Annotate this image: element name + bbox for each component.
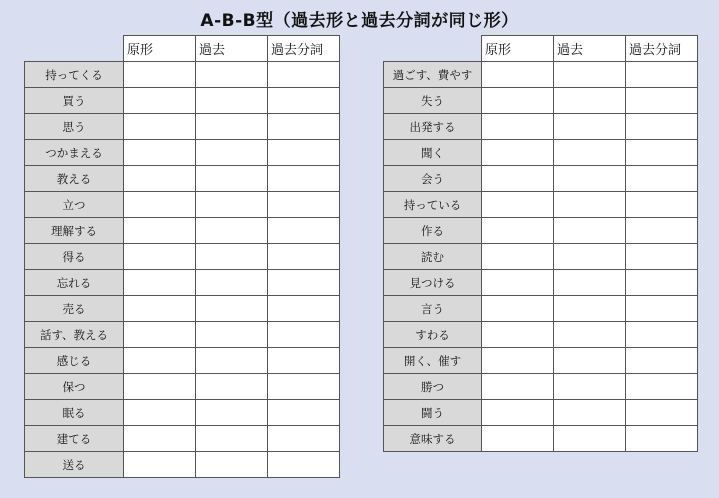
answer-past-cell[interactable] (196, 452, 268, 478)
answer-past-cell[interactable] (554, 426, 626, 452)
verb-row (384, 62, 698, 88)
answer-base-form-cell[interactable] (482, 114, 554, 140)
verb-row (25, 88, 340, 114)
verb-meaning-cell: 理解する (25, 218, 124, 244)
answer-base-form-cell[interactable] (124, 114, 196, 140)
answer-past-participle-cell[interactable] (268, 192, 340, 218)
answer-past-participle-cell[interactable] (268, 322, 340, 348)
answer-past-cell[interactable] (554, 374, 626, 400)
verb-meaning-cell: 聞く (384, 140, 482, 166)
verb-row (25, 192, 340, 218)
verb-meaning-cell: 意味する (384, 426, 482, 452)
answer-past-cell[interactable] (554, 88, 626, 114)
verb-meaning-cell: 建てる (25, 426, 124, 452)
verb-row (25, 426, 340, 452)
column-header-past-participle: 過去分詞 (626, 36, 698, 62)
answer-base-form-cell[interactable] (124, 192, 196, 218)
answer-base-form-cell[interactable] (482, 140, 554, 166)
answer-base-form-cell[interactable] (124, 452, 196, 478)
answer-base-form-cell[interactable] (124, 400, 196, 426)
answer-base-form-cell[interactable] (482, 296, 554, 322)
answer-past-cell[interactable] (196, 322, 268, 348)
answer-past-participle-cell[interactable] (268, 400, 340, 426)
answer-past-participle-cell[interactable] (626, 218, 698, 244)
verb-row (25, 322, 340, 348)
verb-row (25, 218, 340, 244)
verb-row (25, 270, 340, 296)
verb-meaning-cell: 立つ (25, 192, 124, 218)
verb-row (384, 192, 698, 218)
answer-base-form-cell[interactable] (482, 244, 554, 270)
verb-meaning-cell: 会う (384, 166, 482, 192)
answer-past-cell[interactable] (196, 88, 268, 114)
answer-past-participle-cell[interactable] (268, 114, 340, 140)
verb-meaning-cell: 売る (25, 296, 124, 322)
verb-meaning-cell: 眠る (25, 400, 124, 426)
answer-past-participle-cell[interactable] (626, 426, 698, 452)
answer-past-participle-cell[interactable] (268, 62, 340, 88)
verb-row (25, 348, 340, 374)
verb-meaning-cell: 持ってくる (25, 62, 124, 88)
answer-past-cell[interactable] (554, 114, 626, 140)
answer-past-participle-cell[interactable] (626, 374, 698, 400)
answer-base-form-cell[interactable] (124, 88, 196, 114)
verb-row (384, 218, 698, 244)
verb-meaning-cell: 保つ (25, 374, 124, 400)
verb-row (25, 140, 340, 166)
verb-meaning-cell: 教える (25, 166, 124, 192)
verb-row (384, 244, 698, 270)
answer-base-form-cell[interactable] (482, 166, 554, 192)
answer-past-participle-cell[interactable] (268, 166, 340, 192)
verb-row (384, 296, 698, 322)
answer-past-participle-cell[interactable] (626, 114, 698, 140)
answer-base-form-cell[interactable] (124, 270, 196, 296)
answer-past-participle-cell[interactable] (626, 166, 698, 192)
answer-past-participle-cell[interactable] (626, 88, 698, 114)
answer-base-form-cell[interactable] (124, 244, 196, 270)
answer-past-cell[interactable] (196, 374, 268, 400)
answer-past-cell[interactable] (196, 270, 268, 296)
verb-meaning-cell: つかまえる (25, 140, 124, 166)
verb-meaning-cell: 見つける (384, 270, 482, 296)
answer-past-cell[interactable] (554, 348, 626, 374)
verb-meaning-cell: 闘う (384, 400, 482, 426)
header-blank-cell (384, 36, 482, 62)
verb-table-right (383, 35, 698, 452)
column-header-past: 過去 (196, 36, 268, 62)
answer-past-participle-cell[interactable] (268, 348, 340, 374)
answer-past-participle-cell[interactable] (626, 348, 698, 374)
answer-past-participle-cell[interactable] (268, 88, 340, 114)
verb-row (384, 140, 698, 166)
verb-meaning-cell: 送る (25, 452, 124, 478)
answer-base-form-cell[interactable] (482, 348, 554, 374)
verb-meaning-cell: 得る (25, 244, 124, 270)
verb-row (384, 166, 698, 192)
header-blank-cell (25, 36, 124, 62)
verb-row (25, 62, 340, 88)
verb-row (25, 452, 340, 478)
verb-row (384, 374, 698, 400)
answer-past-participle-cell[interactable] (268, 140, 340, 166)
answer-past-participle-cell[interactable] (626, 192, 698, 218)
verb-meaning-cell: 買う (25, 88, 124, 114)
verb-meaning-cell: 出発する (384, 114, 482, 140)
answer-base-form-cell[interactable] (124, 348, 196, 374)
answer-base-form-cell[interactable] (482, 322, 554, 348)
answer-base-form-cell[interactable] (482, 218, 554, 244)
verb-meaning-cell: すわる (384, 322, 482, 348)
verb-row (384, 88, 698, 114)
answer-past-participle-cell[interactable] (626, 322, 698, 348)
column-header-base-form: 原形 (124, 36, 196, 62)
answer-base-form-cell[interactable] (482, 426, 554, 452)
verb-meaning-cell: 感じる (25, 348, 124, 374)
answer-past-participle-cell[interactable] (626, 62, 698, 88)
verb-meaning-cell: 開く、催す (384, 348, 482, 374)
verb-row (25, 296, 340, 322)
answer-base-form-cell[interactable] (124, 166, 196, 192)
answer-base-form-cell[interactable] (482, 400, 554, 426)
answer-base-form-cell[interactable] (124, 322, 196, 348)
answer-base-form-cell[interactable] (124, 296, 196, 322)
answer-past-participle-cell[interactable] (626, 296, 698, 322)
answer-past-cell[interactable] (196, 244, 268, 270)
answer-past-participle-cell[interactable] (268, 452, 340, 478)
column-header-past: 過去 (554, 36, 626, 62)
answer-past-cell[interactable] (196, 296, 268, 322)
verb-row (384, 270, 698, 296)
verb-meaning-cell: 持っている (384, 192, 482, 218)
answer-base-form-cell[interactable] (124, 218, 196, 244)
header-row (25, 36, 340, 62)
answer-base-form-cell[interactable] (124, 140, 196, 166)
answer-past-cell[interactable] (196, 192, 268, 218)
answer-past-participle-cell[interactable] (268, 426, 340, 452)
verb-row (25, 166, 340, 192)
verb-meaning-cell: 勝つ (384, 374, 482, 400)
verb-meaning-cell: 忘れる (25, 270, 124, 296)
answer-past-participle-cell[interactable] (268, 244, 340, 270)
answer-past-cell[interactable] (554, 62, 626, 88)
answer-past-participle-cell[interactable] (626, 270, 698, 296)
answer-past-cell[interactable] (196, 400, 268, 426)
answer-past-participle-cell[interactable] (626, 400, 698, 426)
verb-meaning-cell: 作る (384, 218, 482, 244)
verb-meaning-cell: 読む (384, 244, 482, 270)
answer-past-participle-cell[interactable] (268, 374, 340, 400)
answer-past-participle-cell[interactable] (626, 140, 698, 166)
answer-past-cell[interactable] (554, 218, 626, 244)
answer-past-cell[interactable] (196, 140, 268, 166)
verb-row (25, 400, 340, 426)
answer-past-cell[interactable] (554, 192, 626, 218)
verb-row (25, 374, 340, 400)
verb-meaning-cell: 話す、教える (25, 322, 124, 348)
answer-past-cell[interactable] (196, 166, 268, 192)
answer-past-participle-cell[interactable] (268, 270, 340, 296)
answer-base-form-cell[interactable] (482, 192, 554, 218)
verb-row (384, 348, 698, 374)
column-header-past-participle: 過去分詞 (268, 36, 340, 62)
answer-past-cell[interactable] (196, 426, 268, 452)
answer-past-cell[interactable] (554, 244, 626, 270)
answer-base-form-cell[interactable] (482, 88, 554, 114)
column-header-base-form: 原形 (482, 36, 554, 62)
answer-base-form-cell[interactable] (124, 62, 196, 88)
verb-meaning-cell: 思う (25, 114, 124, 140)
answer-base-form-cell[interactable] (482, 62, 554, 88)
verb-row (25, 244, 340, 270)
verb-row (384, 426, 698, 452)
answer-past-cell[interactable] (554, 400, 626, 426)
answer-past-cell[interactable] (196, 114, 268, 140)
header-row (384, 36, 698, 62)
answer-base-form-cell[interactable] (482, 270, 554, 296)
worksheet-title: A-B-B型（過去形と過去分詞が同じ形） (200, 11, 519, 31)
verb-row (25, 114, 340, 140)
verb-table-left (24, 35, 340, 478)
answer-past-cell[interactable] (554, 270, 626, 296)
answer-base-form-cell[interactable] (124, 426, 196, 452)
answer-base-form-cell[interactable] (124, 374, 196, 400)
verb-row (384, 322, 698, 348)
answer-base-form-cell[interactable] (482, 374, 554, 400)
answer-past-cell[interactable] (554, 322, 626, 348)
verb-meaning-cell: 過ごす、費やす (384, 62, 482, 88)
answer-past-participle-cell[interactable] (268, 218, 340, 244)
answer-past-cell[interactable] (196, 62, 268, 88)
answer-past-cell[interactable] (196, 348, 268, 374)
answer-past-cell[interactable] (196, 218, 268, 244)
answer-past-participle-cell[interactable] (268, 296, 340, 322)
answer-past-cell[interactable] (554, 140, 626, 166)
verb-row (384, 400, 698, 426)
verb-meaning-cell: 言う (384, 296, 482, 322)
answer-past-cell[interactable] (554, 166, 626, 192)
answer-past-cell[interactable] (554, 296, 626, 322)
verb-row (384, 114, 698, 140)
answer-past-participle-cell[interactable] (626, 244, 698, 270)
verb-meaning-cell: 失う (384, 88, 482, 114)
